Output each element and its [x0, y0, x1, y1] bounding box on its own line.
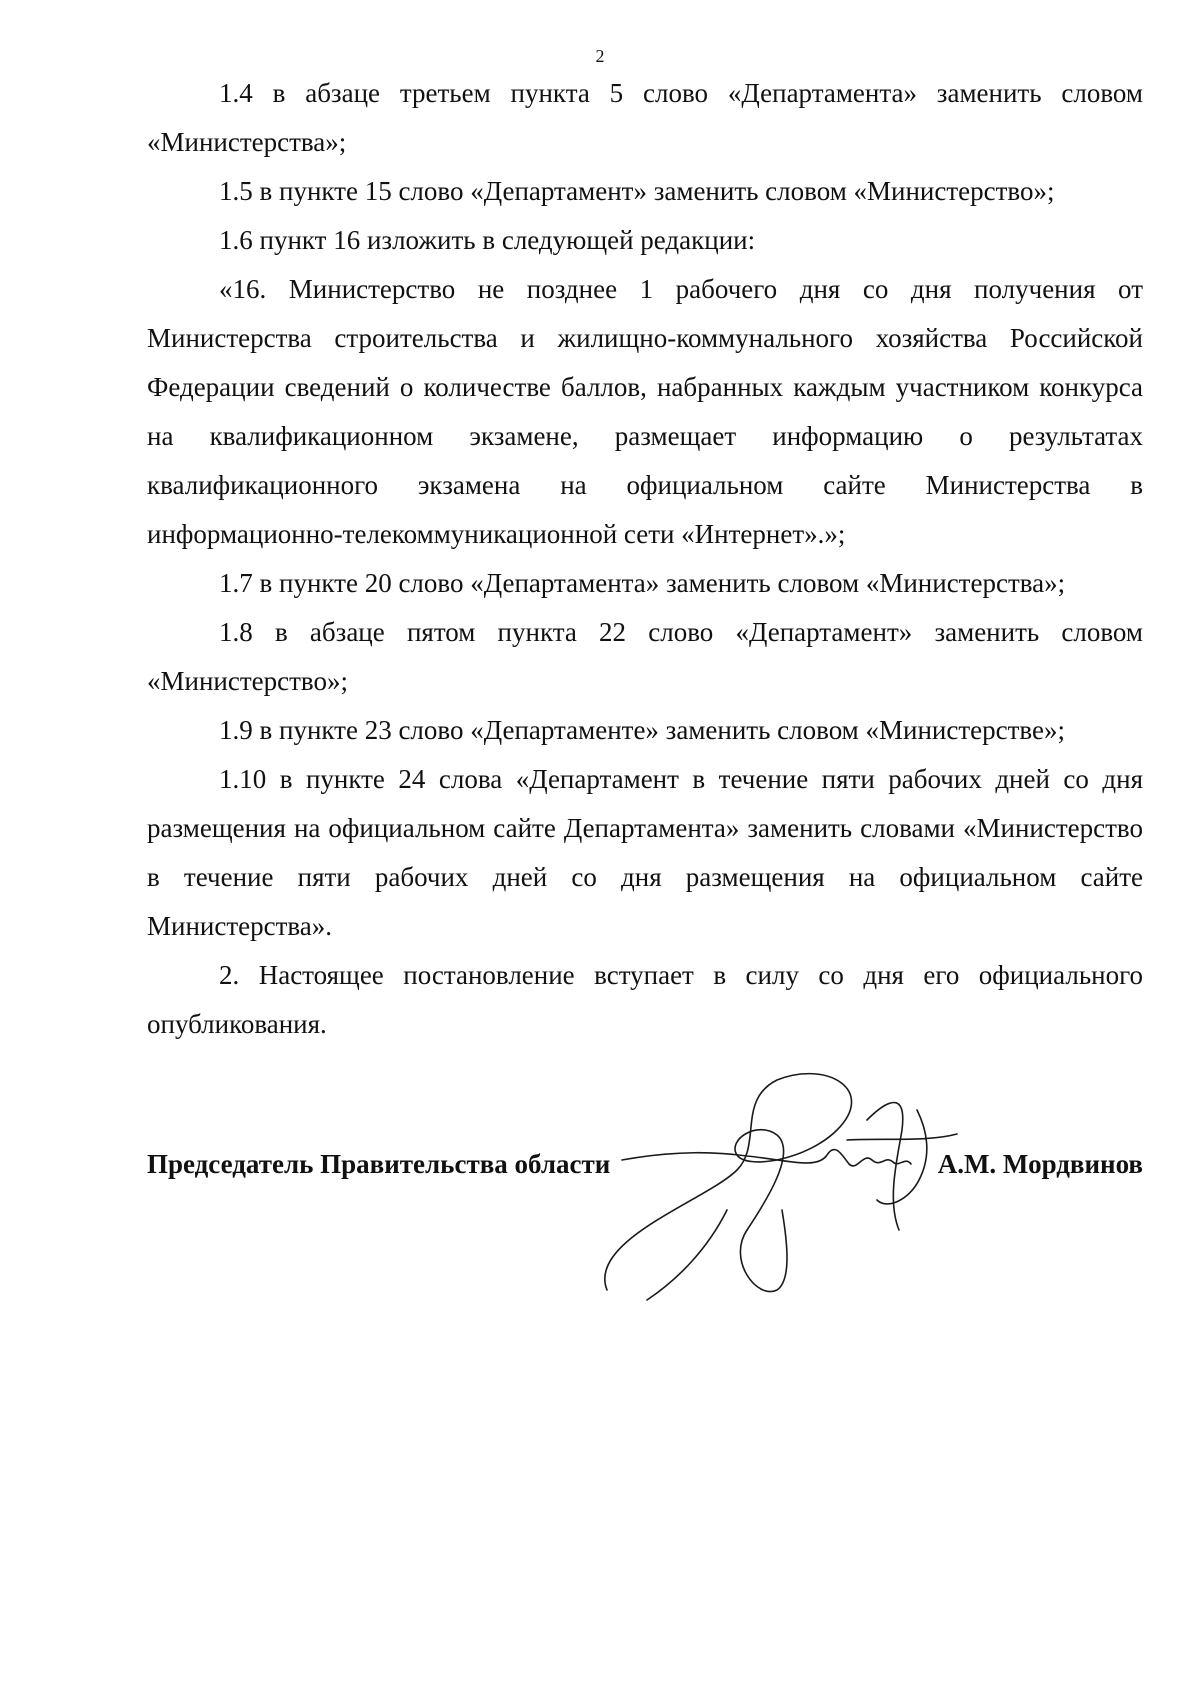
paragraph-1-5: 1.5 в пункте 15 слово «Департамент» заменить словом «Министерство»;	[219, 176, 1055, 206]
paragraph-1-10: 1.10 в пункте 24 слова «Департамент в течение пяти рабочих дней со дня размещения на официальном сайте Департамента» заменить словами «Министерство в течение пяти рабочих дней со дня размещения на официальном сайте Министерства».	[147, 764, 1143, 941]
paragraph-1-7: 1.7 в пункте 20 слово «Департамента» заменить словом «Министерства»;	[219, 568, 1066, 598]
paragraph-quoted-point-16: «16. Министерство не позднее 1 рабочего дня со дня получения от Министерства строительства и жилищно-коммунального хозяйства Российской Федерации сведений о количестве баллов, набранных каждым участником конкурса на квалификационном экзамене, размещает информацию о результатах квалификационного экзамена на официальном сайте Министерства в информационно-телекоммуникационной сети «Интернет».»;	[147, 274, 1143, 549]
paragraph-1-9: 1.9 в пункте 23 слово «Департаменте» заменить словом «Министерстве»;	[219, 715, 1065, 745]
paragraph-1-4: 1.4 в абзаце третьем пункта 5 слово «Департамента» заменить словом «Министерства»;	[147, 78, 1143, 157]
signer-name: А.М. Мордвинов	[937, 1149, 1143, 1179]
signer-title: Председатель Правительства области	[147, 1149, 611, 1179]
page-number: 2	[595, 46, 605, 66]
paragraph-1-6: 1.6 пункт 16 изложить в следующей редакции:	[219, 225, 756, 255]
paragraph-1-8: 1.8 в абзаце пятом пункта 22 слово «Департамент» заменить словом «Министерство»;	[147, 617, 1143, 696]
document-body	[147, 69, 1143, 1049]
paragraph-2: 2. Настоящее постановление вступает в силу со дня его официального опубликования.	[147, 960, 1143, 1039]
handwritten-signature	[587, 1060, 987, 1320]
signature-block	[147, 1130, 1143, 1330]
